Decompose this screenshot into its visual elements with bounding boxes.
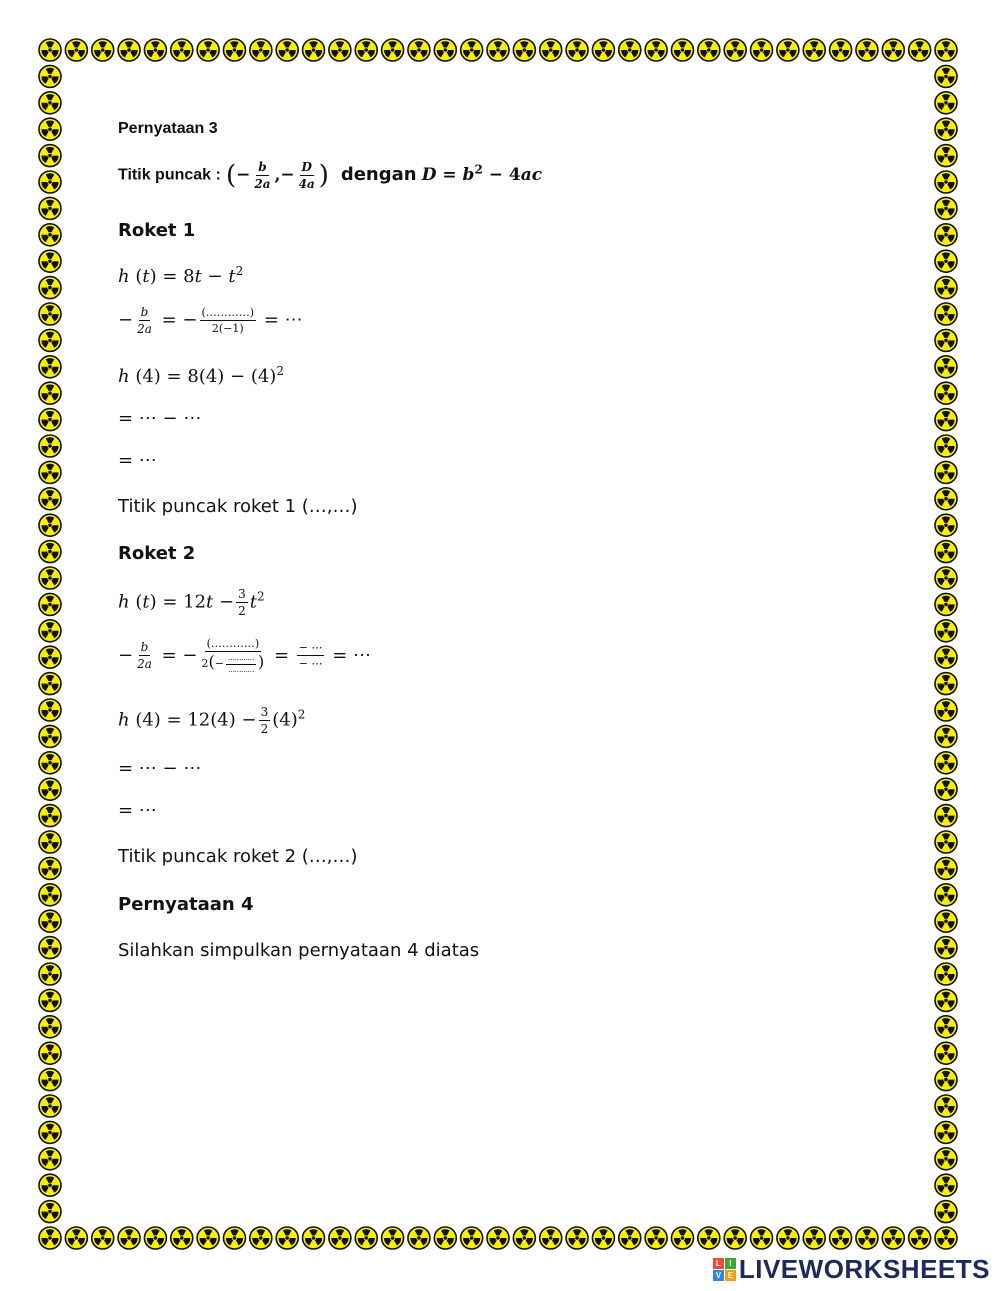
radiation-symbol-icon	[777, 39, 799, 61]
radiation-symbol-icon	[39, 805, 61, 827]
radiation-symbol-icon	[619, 39, 641, 61]
radiation-symbol-icon	[935, 171, 957, 193]
radiation-symbol-icon	[39, 514, 61, 536]
radiation-symbol-icon	[935, 329, 957, 351]
radiation-symbol-icon	[39, 699, 61, 721]
radiation-symbol-icon	[39, 409, 61, 431]
radiation-symbol-icon	[935, 356, 957, 378]
radiation-symbol-icon	[487, 39, 509, 61]
radiation-symbol-icon	[592, 1227, 614, 1249]
rocket-1-title: Roket 1	[118, 220, 196, 241]
rocket-2-blank-result: = ⋯	[118, 800, 157, 821]
radiation-symbol-icon	[39, 92, 61, 114]
radiation-symbol-icon	[329, 39, 351, 61]
dengan-word: dengan	[340, 163, 417, 185]
radiation-symbol-icon	[935, 1227, 957, 1249]
radiation-symbol-icon	[39, 884, 61, 906]
radiation-symbol-icon	[434, 1227, 456, 1249]
radiation-symbol-icon	[65, 1227, 87, 1249]
radiation-symbol-icon	[935, 224, 957, 246]
radiation-symbol-icon	[250, 39, 272, 61]
radiation-symbol-icon	[39, 1042, 61, 1064]
radiation-symbol-icon	[303, 1227, 325, 1249]
logo-tile: I	[725, 1258, 736, 1269]
rocket-1-blank-result: = ⋯	[118, 450, 157, 471]
radiation-symbol-icon	[461, 1227, 483, 1249]
logo-wordmark: LIVEWORKSHEETS	[738, 1254, 990, 1284]
radiation-symbol-icon	[935, 461, 957, 483]
rocket-1-h4-line: h $(4) = 8(4) - (4)^2$	[118, 364, 284, 387]
radiation-symbol-icon	[39, 224, 61, 246]
radiation-symbol-icon	[39, 329, 61, 351]
rocket-2-h4-line: h (4) = 12(4) − $\frac{3}{2}$ $(4)^2$	[118, 705, 306, 736]
rocket-2-height-function: h (t) = 12t − $\frac{3}{2}$ $t^2$	[118, 587, 265, 618]
radiation-symbol-icon	[592, 39, 614, 61]
radiation-symbol-icon	[935, 963, 957, 985]
radiation-symbol-icon	[39, 277, 61, 299]
radiation-symbol-icon	[830, 39, 852, 61]
radiation-symbol-icon	[724, 39, 746, 61]
rocket-2-axis-step: − $\frac{b}{2a}$ = − (…………) 2(− $\frac{\dots\dots\dots\dots}{\dots\dots\dots\dots}$ ) = $\frac{- \cdots}{- \cdots}$ = ⋯	[118, 637, 371, 674]
logo-tiles	[713, 1258, 736, 1281]
radiation-symbol-icon	[223, 39, 245, 61]
radiation-symbol-icon	[935, 567, 957, 589]
radiation-symbol-icon	[39, 620, 61, 642]
radiation-symbol-icon	[39, 831, 61, 853]
radiation-symbol-icon	[935, 805, 957, 827]
radiation-symbol-icon	[39, 1095, 61, 1117]
radiation-symbol-icon	[39, 593, 61, 615]
radiation-symbol-icon	[751, 39, 773, 61]
radiation-symbol-icon	[461, 39, 483, 61]
radiation-symbol-icon	[39, 1016, 61, 1038]
radiation-symbol-icon	[935, 620, 957, 642]
radiation-symbol-icon	[197, 39, 219, 61]
radiation-symbol-icon	[935, 118, 957, 140]
radiation-symbol-icon	[935, 1042, 957, 1064]
radiation-symbol-icon	[935, 541, 957, 563]
rocket-2-blank-subtraction: = ⋯ − ⋯	[118, 758, 202, 779]
rocket-1-vertex-text: Titik puncak roket 1 (…,…)	[118, 496, 358, 517]
radiation-symbol-icon	[935, 197, 957, 219]
radiation-symbol-icon	[355, 1227, 377, 1249]
radiation-symbol-icon	[39, 567, 61, 589]
radiation-symbol-icon	[39, 1121, 61, 1143]
radiation-symbol-icon	[118, 39, 140, 61]
radiation-symbol-icon	[39, 435, 61, 457]
radiation-symbol-icon	[935, 382, 957, 404]
radiation-symbol-icon	[276, 39, 298, 61]
radiation-symbol-icon	[39, 382, 61, 404]
radiation-symbol-icon	[197, 1227, 219, 1249]
radiation-symbol-icon	[935, 514, 957, 536]
radiation-symbol-icon	[909, 39, 931, 61]
radiation-symbol-icon	[882, 39, 904, 61]
radiation-symbol-icon	[39, 1069, 61, 1091]
radiation-symbol-icon	[856, 39, 878, 61]
radiation-symbol-icon	[935, 857, 957, 879]
radiation-symbol-icon	[92, 1227, 114, 1249]
radiation-symbol-icon	[513, 39, 535, 61]
radiation-symbol-icon	[751, 1227, 773, 1249]
radiation-symbol-icon	[118, 1227, 140, 1249]
radiation-symbol-icon	[935, 1069, 957, 1091]
radiation-symbol-icon	[39, 989, 61, 1011]
radiation-symbol-icon	[619, 1227, 641, 1249]
radiation-symbol-icon	[935, 725, 957, 747]
radiation-symbol-icon	[935, 831, 957, 853]
radiation-symbol-icon	[540, 39, 562, 61]
radiation-symbol-icon	[935, 778, 957, 800]
logo-tile: L	[713, 1258, 724, 1269]
radiation-symbol-icon	[935, 593, 957, 615]
radiation-symbol-icon	[39, 910, 61, 932]
radiation-symbol-icon	[144, 1227, 166, 1249]
radiation-symbol-icon	[39, 488, 61, 510]
radiation-symbol-icon	[935, 488, 957, 510]
radiation-symbol-icon	[92, 39, 114, 61]
radiation-symbol-icon	[513, 1227, 535, 1249]
radiation-symbol-icon	[39, 303, 61, 325]
radiation-symbol-icon	[39, 752, 61, 774]
radiation-symbol-icon	[39, 171, 61, 193]
radiation-symbol-icon	[39, 145, 61, 167]
radiation-symbol-icon	[935, 435, 957, 457]
radiation-symbol-icon	[803, 39, 825, 61]
discriminant-formula: $D = b^2 - 4ac$	[421, 161, 543, 185]
radiation-symbol-icon	[223, 1227, 245, 1249]
logo-tile: V	[713, 1270, 724, 1281]
radiation-symbol-icon	[408, 39, 430, 61]
radiation-symbol-icon	[434, 39, 456, 61]
radiation-symbol-icon	[698, 39, 720, 61]
radiation-symbol-icon	[39, 461, 61, 483]
radiation-symbol-icon	[39, 65, 61, 87]
radiation-symbol-icon	[65, 39, 87, 61]
radiation-symbol-icon	[408, 1227, 430, 1249]
radiation-symbol-icon	[935, 1174, 957, 1196]
radiation-symbol-icon	[39, 197, 61, 219]
radiation-symbol-icon	[935, 409, 957, 431]
rocket-1-axis-step: − $\frac{b}{2a}$ = − $\frac{(\dots\dots\dots\dots)}{2(-1)}$ = ⋯	[118, 305, 303, 336]
rocket-1-blank-subtraction: = ⋯ − ⋯	[118, 408, 202, 429]
radiation-symbol-icon	[39, 857, 61, 879]
radiation-symbol-icon	[803, 1227, 825, 1249]
radiation-symbol-icon	[645, 1227, 667, 1249]
radiation-symbol-icon	[144, 39, 166, 61]
radiation-symbol-icon	[39, 118, 61, 140]
radiation-symbol-icon	[856, 1227, 878, 1249]
radiation-symbol-icon	[39, 1201, 61, 1223]
radiation-symbol-icon	[671, 1227, 693, 1249]
rocket-2-vertex-text: Titik puncak roket 2 (…,…)	[118, 846, 358, 867]
radiation-symbol-icon	[935, 989, 957, 1011]
radiation-symbol-icon	[935, 277, 957, 299]
radiation-symbol-icon	[329, 1227, 351, 1249]
radiation-symbol-icon	[276, 1227, 298, 1249]
radiation-symbol-icon	[935, 92, 957, 114]
radiation-symbol-icon	[566, 1227, 588, 1249]
radiation-symbol-icon	[935, 39, 957, 61]
radiation-symbol-icon	[935, 937, 957, 959]
radiation-symbol-icon	[935, 646, 957, 668]
radiation-symbol-icon	[935, 303, 957, 325]
statement-3-title: Pernyataan 3	[118, 120, 218, 137]
radiation-symbol-icon	[39, 541, 61, 563]
radiation-symbol-icon	[671, 39, 693, 61]
radiation-symbol-icon	[250, 1227, 272, 1249]
radiation-symbol-icon	[935, 1148, 957, 1170]
radiation-symbol-icon	[39, 937, 61, 959]
radiation-symbol-icon	[540, 1227, 562, 1249]
radiation-symbol-icon	[39, 646, 61, 668]
radiation-symbol-icon	[935, 145, 957, 167]
radiation-symbol-icon	[355, 39, 377, 61]
radiation-symbol-icon	[39, 673, 61, 695]
radiation-symbol-icon	[935, 1121, 957, 1143]
radiation-symbol-icon	[39, 778, 61, 800]
radiation-symbol-icon	[935, 673, 957, 695]
radiation-symbol-icon	[39, 963, 61, 985]
radiation-symbol-icon	[935, 699, 957, 721]
radiation-symbol-icon	[382, 39, 404, 61]
radiation-symbol-icon	[39, 39, 61, 61]
radiation-symbol-icon	[724, 1227, 746, 1249]
radiation-symbol-icon	[39, 1174, 61, 1196]
radiation-symbol-icon	[39, 725, 61, 747]
radiation-symbol-icon	[830, 1227, 852, 1249]
radiation-symbol-icon	[935, 250, 957, 272]
radiation-symbol-icon	[171, 39, 193, 61]
radiation-symbol-icon	[935, 1201, 957, 1223]
statement-4-instruction: Silahkan simpulkan pernyataan 4 diatas	[118, 940, 480, 961]
vertex-label: Titik puncak :	[118, 166, 221, 184]
radiation-symbol-icon	[39, 250, 61, 272]
radiation-symbol-icon	[909, 1227, 931, 1249]
radiation-symbol-icon	[382, 1227, 404, 1249]
radiation-symbol-icon	[645, 39, 667, 61]
rocket-2-title: Roket 2	[118, 543, 196, 564]
radiation-symbol-icon	[303, 39, 325, 61]
radiation-symbol-icon	[935, 910, 957, 932]
radiation-symbol-icon	[935, 884, 957, 906]
radiation-symbol-icon	[935, 1016, 957, 1038]
radiation-symbol-icon	[935, 752, 957, 774]
radiation-symbol-icon	[698, 1227, 720, 1249]
radiation-symbol-icon	[566, 39, 588, 61]
statement-4-title: Pernyataan 4	[118, 894, 254, 915]
radiation-symbol-icon	[171, 1227, 193, 1249]
radiation-symbol-icon	[39, 1148, 61, 1170]
radiation-symbol-icon	[39, 1227, 61, 1249]
logo-tile: E	[725, 1270, 736, 1281]
vertex-formula-line: Titik puncak : (− $\frac{b}{2a}$ ,− $\frac{D}{4a}$ ) dengan $D = b^2 - 4ac$	[118, 159, 543, 191]
radiation-symbol-icon	[39, 356, 61, 378]
radiation-symbol-icon	[935, 1095, 957, 1117]
radiation-symbol-icon	[935, 65, 957, 87]
rocket-1-height-function: h $(t) = 8t - t^2$	[118, 264, 244, 287]
radiation-symbol-icon	[487, 1227, 509, 1249]
radiation-symbol-icon	[882, 1227, 904, 1249]
radiation-symbol-icon	[777, 1227, 799, 1249]
liveworksheets-logo	[713, 1254, 990, 1285]
